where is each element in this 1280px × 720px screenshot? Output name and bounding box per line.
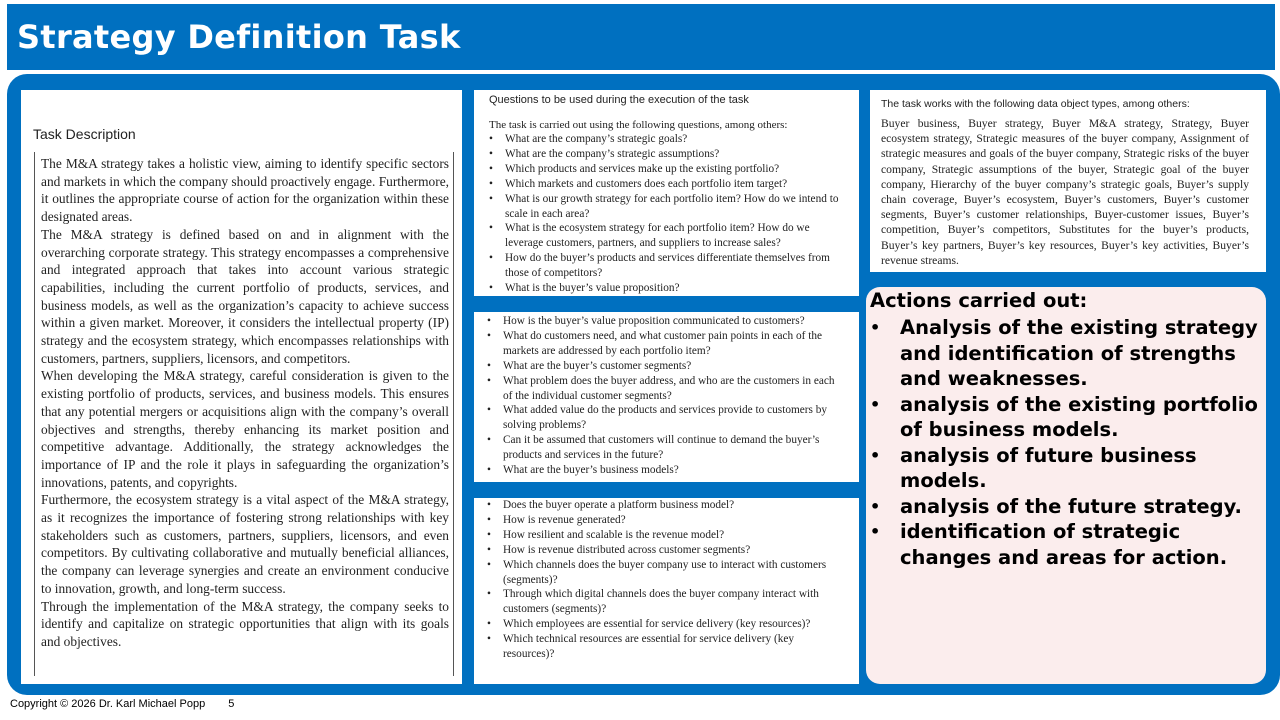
task-paragraph: Through the implementation of the M&A strategy, the company seeks to identify and capitalize on strategic opportunities that align with its goals and objectives. — [41, 598, 449, 649]
action-item: • analysis of the future strategy. — [870, 494, 1262, 520]
question-item: • Through which digital channels does the buyer company interact with customers (segments)? — [487, 587, 845, 617]
question-item: • What added value do the products and services provide to customers by solving problems? — [487, 403, 845, 433]
task-paragraph: When developing the M&A strategy, careful consideration is given to the existing portfolio of products, services, and business models. This ensures that any potential mergers or acquisitions align with the company’s overall objectives and strengths, thereby enhancing its market position and competitive advantage. Additionally, the strategy acknowledges the importance of IP and the role it plays in safeguarding the organization’s innovations, patents, and copyrights. — [41, 368, 449, 490]
question-item: • How is revenue generated? — [487, 513, 845, 528]
task-description-text — [34, 152, 454, 676]
question-item: • How resilient and scalable is the revenue model? — [487, 528, 845, 543]
questions-intro: The task is carried out using the following questions, among others: — [489, 119, 788, 131]
question-item: • Which technical resources are essential for service delivery (key resources)? — [487, 632, 845, 662]
task-description-heading: Task Description — [33, 126, 136, 142]
question-item: • Does the buyer operate a platform business model? — [487, 498, 845, 513]
question-item: • How do the buyer’s products and services differentiate themselves from those of competitors? — [489, 251, 844, 281]
data-objects-heading: The task works with the following data object types, among others: — [881, 98, 1190, 110]
question-item: • What is the ecosystem strategy for each portfolio item? How do we leverage customers, partners, and suppliers to increase sales? — [489, 221, 844, 251]
action-item: • analysis of the existing portfolio of business models. — [870, 392, 1262, 443]
questions-panel-1 — [474, 90, 859, 296]
page-number: 5 — [228, 698, 235, 710]
data-objects-panel — [870, 90, 1266, 272]
questions-list-3 — [487, 498, 845, 662]
question-item: • What are the buyer’s customer segments? — [487, 359, 845, 374]
copyright-text: Copyright © 2026 Dr. Karl Michael Popp — [10, 698, 206, 710]
question-item: • What are the company’s strategic goals? — [489, 132, 844, 147]
questions-heading: Questions to be used during the execution of the task — [489, 94, 749, 106]
task-paragraph: The M&A strategy takes a holistic view, aiming to identify specific sectors and markets in which the company should proactively engage. Furthermore, it outlines the appropriate course of action for the organization within these designated areas. — [41, 156, 449, 225]
questions-panel-2 — [474, 312, 859, 482]
action-item: • identification of strategic changes and areas for action. — [870, 519, 1262, 570]
task-paragraph: Furthermore, the ecosystem strategy is a vital aspect of the M&A strategy, as it recognizes the importance of fostering strong relationships with key stakeholders such as customers, partners, suppliers, licensors, and even competitors. By cultivating collaborative and mutually beneficial alliances, the company can leverage synergies and create an environment conducive to innovation, growth, and long-term success. — [41, 492, 449, 596]
question-item: • What do customers need, and what customer pain points in each of the markets are addressed by each portfolio item? — [487, 329, 845, 359]
questions-panel-3 — [474, 498, 859, 684]
actions-panel — [866, 287, 1266, 684]
questions-list-2 — [487, 314, 845, 478]
task-description-panel — [21, 90, 462, 684]
question-item: • How is revenue distributed across customer segments? — [487, 543, 845, 558]
action-item: • Analysis of the existing strategy and identification of strengths and weaknesses. — [870, 315, 1262, 392]
question-item: • Which channels does the buyer company use to interact with customers (segments)? — [487, 558, 845, 588]
question-item: • What is our growth strategy for each portfolio item? How do we intend to scale in each area? — [489, 192, 844, 222]
question-item: • What are the buyer’s business models? — [487, 463, 845, 478]
question-item: • Which employees are essential for service delivery (key resources)? — [487, 617, 845, 632]
question-item: • Can it be assumed that customers will continue to demand the buyer’s products and services in the future? — [487, 433, 845, 463]
data-objects-text: Buyer business, Buyer strategy, Buyer M&A strategy, Strategy, Buyer ecosystem strategy, Strategic measures of the buyer company, Assignment of strategic measures and goals of the buyer company, Strategic risks of the buyer company, Strategic assumptions of the buyer, Strategic goal of the buyer company, Hierarchy of the buyer company’s strategic goals, Buyer’s supply chain coverage, Buyer’s ecosystem, Buyer’s customers, Buyer’s customer segments, Buyer’s customer relationships, Buyer-customer issues, Buyer’s competition, Buyer’s competitors, Substitutes for the buyer’s products, Buyer’s key partners, Buyer’s key resources, Buyer’s key activities, Buyer’s revenue streams. — [881, 117, 1249, 267]
question-item: • Which markets and customers does each portfolio item target? — [489, 177, 844, 192]
question-item: • What are the company’s strategic assumptions? — [489, 147, 844, 162]
footer — [10, 698, 234, 710]
question-item: • Which products and services make up the existing portfolio? — [489, 162, 844, 177]
question-item: • How is the buyer’s value proposition communicated to customers? — [487, 314, 845, 329]
actions-list — [870, 315, 1262, 570]
slide-title: Strategy Definition Task — [17, 18, 461, 56]
question-item: • What is the buyer’s value proposition? — [489, 281, 844, 296]
question-item: • What problem does the buyer address, and who are the customers in each of the individual customer segments? — [487, 374, 845, 404]
questions-list-1 — [489, 132, 844, 296]
title-bar — [7, 4, 1275, 70]
task-paragraph: The M&A strategy is defined based on and in alignment with the overarching corporate strategy. This strategy encompasses a comprehensive and integrated approach that takes into account various strategic capabilities, including the current portfolio of products, services, and business models, as well as the organization’s capacity to achieve success within a given market. Moreover, it considers the intellectual property (IP) strategy and the ecosystem strategy, which encompasses relationships with customers, partners, suppliers, licensors, and competitors. — [41, 226, 449, 366]
actions-heading: Actions carried out: — [870, 289, 1088, 312]
action-item: • analysis of future business models. — [870, 443, 1262, 494]
